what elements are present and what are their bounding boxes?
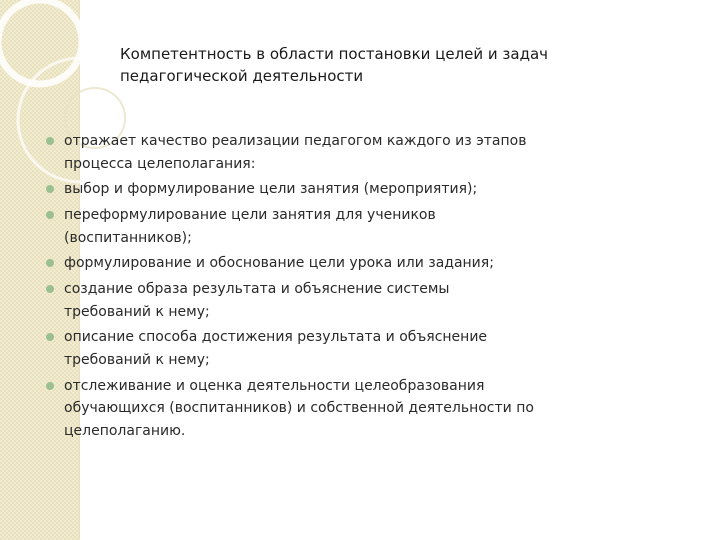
list-item-line: отслеживание и оценка деятельности целеобразования xyxy=(64,377,485,394)
list-item xyxy=(46,204,686,249)
list-item xyxy=(46,130,686,175)
bullet-dot-icon xyxy=(46,382,54,390)
list-item-line: переформулирование цели занятия для учеников xyxy=(64,207,436,224)
list-item xyxy=(46,278,686,323)
bullet-dot-icon xyxy=(46,333,54,341)
list-item xyxy=(46,178,686,201)
list-item-line: описание способа достижения результата и объяснение xyxy=(64,329,488,346)
list-item-line: (воспитанников); xyxy=(64,229,192,246)
list-item-line: целеполаганию. xyxy=(64,422,186,439)
list-item-line: отражает качество реализации педагогом каждого из этапов xyxy=(64,133,527,149)
list-item-line: формулирование и обоснование цели урока или задания; xyxy=(64,255,494,272)
bullet-list xyxy=(46,130,686,446)
slide-title-line-1: Компетентность в области постановки целей и задач xyxy=(120,45,549,63)
bullet-dot-icon xyxy=(46,285,54,293)
list-item-line: процесса целеполагания: xyxy=(64,155,256,172)
list-item xyxy=(46,326,686,371)
bullet-dot-icon xyxy=(46,137,54,145)
list-item-line: требований к нему; xyxy=(64,351,210,368)
list-item xyxy=(46,252,686,275)
slide-title-line-2: педагогической деятельности xyxy=(120,67,364,85)
bullet-dot-icon xyxy=(46,185,54,193)
list-item-line: создание образа результата и объяснение системы xyxy=(64,281,450,298)
bullet-dot-icon xyxy=(46,211,54,219)
list-item-line: выбор и формулирование цели занятия (мероприятия); xyxy=(64,181,478,198)
bullet-dot-icon xyxy=(46,259,54,267)
list-item-line: обучающихся (воспитанников) и собственной деятельности по xyxy=(64,400,534,417)
list-item-line: требований к нему; xyxy=(64,303,210,320)
slide-title xyxy=(120,43,680,87)
list-item xyxy=(46,375,686,443)
